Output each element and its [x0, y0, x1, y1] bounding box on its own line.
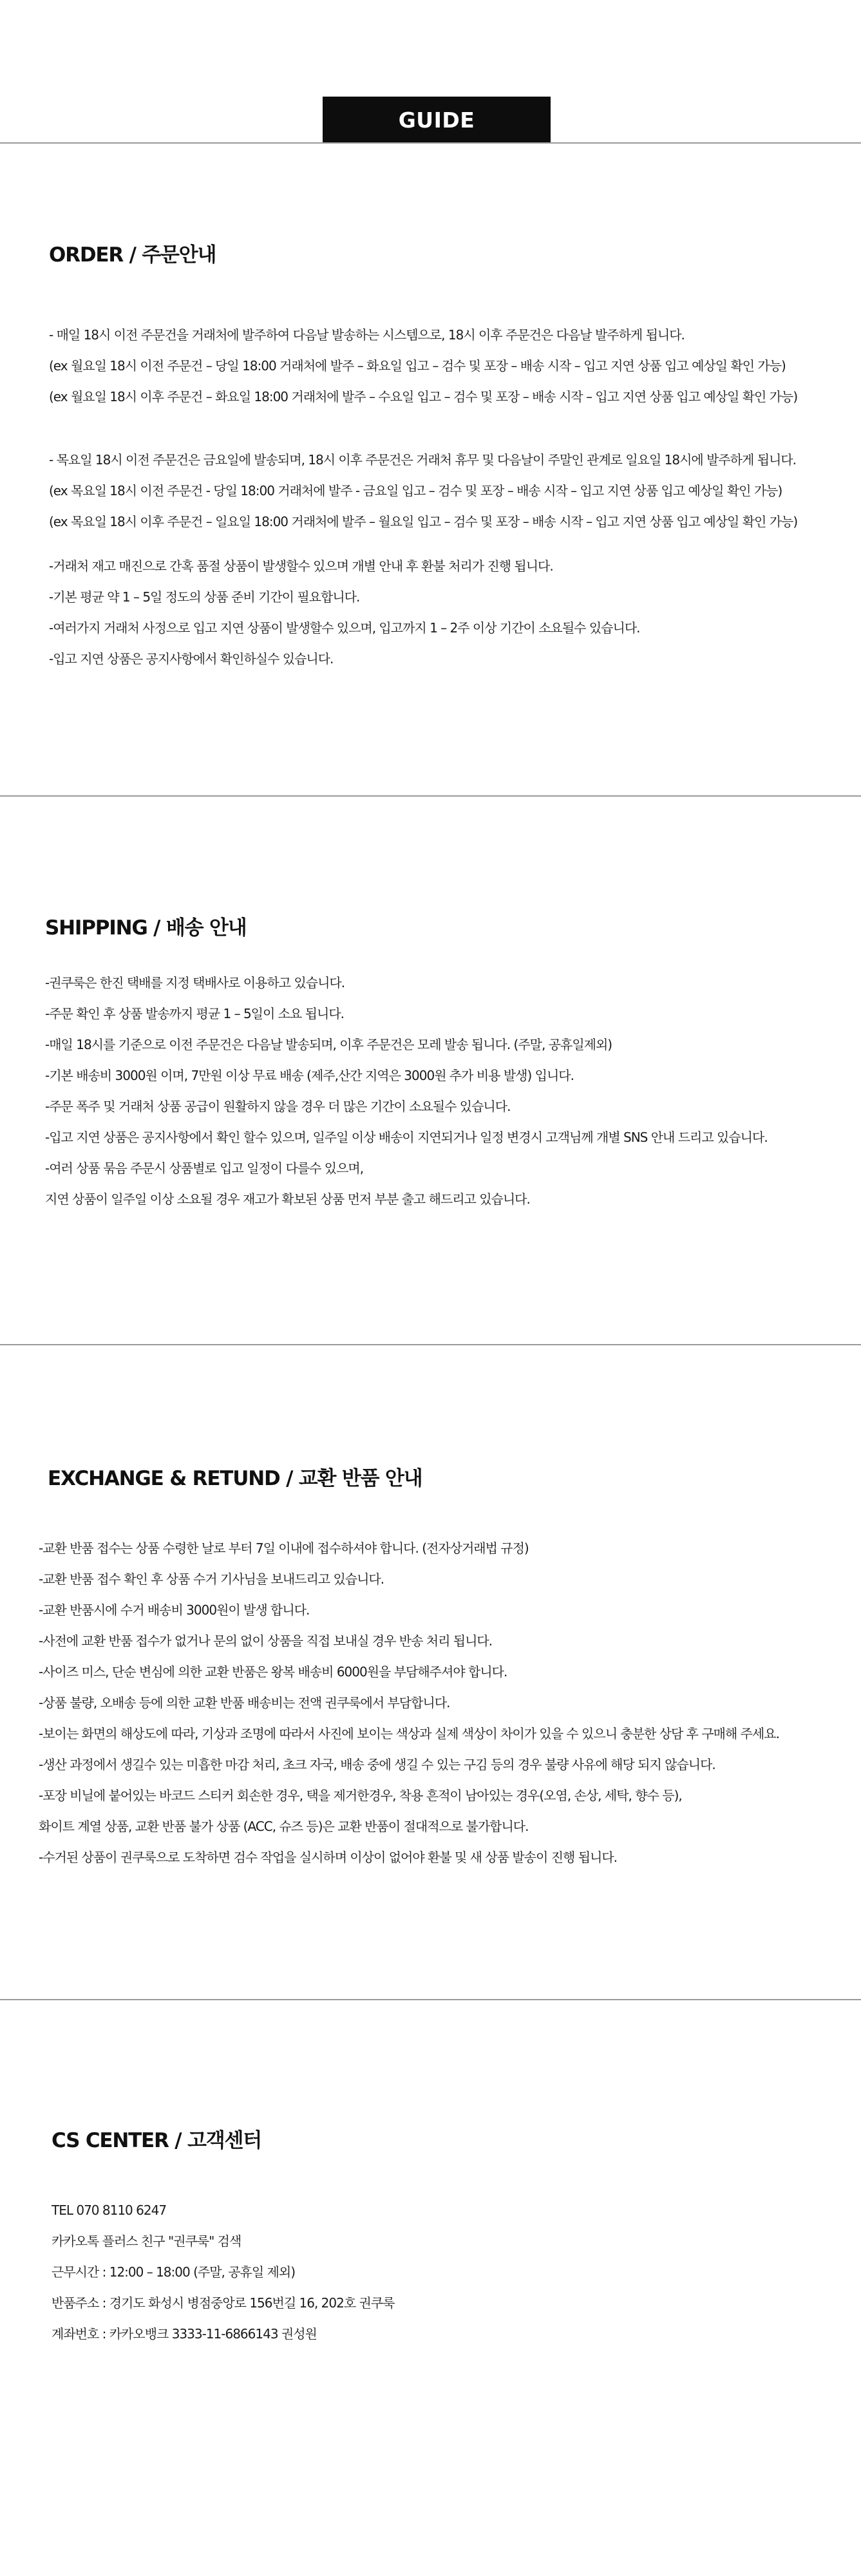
order-title: ORDER / 주문안내 [49, 243, 216, 267]
section-divider [0, 1999, 861, 2000]
section-divider [0, 795, 861, 797]
cs-hours: 근무시간 : 12:00 – 18:00 (주말, 공휴일 제외) [52, 2264, 295, 2280]
shipping-lines [45, 967, 768, 1215]
guide-label: GUIDE [398, 107, 475, 133]
exchange-line: -포장 비닐에 붙어있는 바코드 스티커 회손한 경우, 택을 제거한경우, 착용 흔적이 남아있는 경우(오염, 손상, 세탁, 향수 등), [39, 1788, 682, 1803]
shipping-line: -여러 상품 묶음 주문시 상품별로 입고 일정이 다를수 있으며, [45, 1160, 364, 1176]
order-line: -입고 지연 상품은 공지사항에서 확인하실수 있습니다. [49, 651, 334, 667]
exchange-line: -사이즈 미스, 단순 변심에 의한 교환 반품은 왕복 배송비 6000원을 부담해주셔야 합니다. [39, 1664, 507, 1680]
order-line: (ex 월요일 18시 이후 주문건 – 화요일 18:00 거래처에 발주 – 수요일 입고 – 검수 및 포장 – 배송 시작 – 입고 지연 상품 입고 예상일 확인 가능) [49, 389, 798, 404]
exchange-line: -교환 반품 접수 확인 후 상품 수거 기사님을 보내드리고 있습니다. [39, 1571, 384, 1587]
shipping-line: -주문 확인 후 상품 발송까지 평균 1 – 5일이 소요 됩니다. [45, 1006, 344, 1021]
cs-lines [52, 2195, 394, 2349]
cs-return-address: 반품주소 : 경기도 화성시 병점중앙로 156번길 16, 202호 권쿠룩 [52, 2295, 395, 2311]
exchange-line: 화이트 계열 상품, 교환 반품 불가 상품 (ACC, 슈즈 등)은 교환 반품이 절대적으로 불가합니다. [39, 1819, 529, 1834]
exchange-line: -사전에 교환 반품 접수가 없거나 문의 없이 상품을 직접 보내실 경우 반송 처리 됩니다. [39, 1633, 493, 1649]
exchange-title: EXCHANGE & RETUND / 교환 반품 안내 [48, 1467, 422, 1490]
order-line: -기본 평균 약 1 – 5일 정도의 상품 준비 기간이 필요합니다. [49, 589, 360, 605]
exchange-line: -생산 과정에서 생길수 있는 미흡한 마감 처리, 초크 자국, 배송 중에 생길 수 있는 구김 등의 경우 불량 사유에 해당 되지 않습니다. [39, 1757, 715, 1772]
order-line: -여러가지 거래처 사정으로 입고 지연 상품이 발생할수 있으며, 입고까지 1 – 2주 이상 기간이 소요될수 있습니다. [49, 620, 640, 636]
shipping-line: -매일 18시를 기준으로 이전 주문건은 다음날 발송되며, 이후 주문건은 모레 발송 됩니다. (주말, 공휴일제외) [45, 1037, 612, 1052]
exchange-line: -상품 불량, 오배송 등에 의한 교환 반품 배송비는 전액 권쿠룩에서 부담합니다. [39, 1695, 450, 1710]
shipping-line: -권쿠룩은 한진 택배를 지정 택배사로 이용하고 있습니다. [45, 975, 345, 990]
shipping-line: 지연 상품이 일주일 이상 소요될 경우 재고가 확보된 상품 먼저 부분 출고 해드리고 있습니다. [45, 1191, 530, 1207]
cs-kakao: 카카오톡 플러스 친구 "권쿠룩" 검색 [52, 2233, 241, 2249]
order-line: (ex 목요일 18시 이후 주문건 – 일요일 18:00 거래처에 발주 – 월요일 입고 – 검수 및 포장 – 배송 시작 – 입고 지연 상품 입고 예상일 확인 가능) [49, 514, 798, 529]
shipping-line: -주문 폭주 및 거래처 상품 공급이 원활하지 않을 경우 더 많은 기간이 소요될수 있습니다. [45, 1099, 511, 1114]
order-line: - 매일 18시 이전 주문건을 거래처에 발주하여 다음날 발송하는 시스템으로, 18시 이후 주문건은 다음날 발주하게 됩니다. [49, 327, 685, 343]
exchange-line: -교환 반품 접수는 상품 수령한 날로 부터 7일 이내에 접수하셔야 합니다. (전자상거래법 규정) [39, 1540, 529, 1556]
exchange-lines [39, 1533, 779, 1873]
cs-phone: TEL 070 8110 6247 [52, 2202, 167, 2218]
cs-title: CS CENTER / 고객센터 [52, 2129, 261, 2152]
order-group-1 [49, 319, 797, 412]
shipping-line: -기본 배송비 3000원 이며, 7만원 이상 무료 배송 (제주,산간 지역은 3000원 추가 비용 발생) 입니다. [45, 1068, 574, 1083]
order-group-3 [49, 551, 640, 674]
exchange-line: -수거된 상품이 권쿠룩으로 도착하면 검수 작업을 실시하며 이상이 없어야 환불 및 새 상품 발송이 진행 됩니다. [39, 1850, 618, 1865]
order-line: (ex 목요일 18시 이전 주문건 - 당일 18:00 거래처에 발주 - 금요일 입고 – 검수 및 포장 – 배송 시작 – 입고 지연 상품 입고 예상일 확인 가능) [49, 483, 782, 498]
section-divider [0, 1344, 861, 1345]
order-line: (ex 월요일 18시 이전 주문건 – 당일 18:00 거래처에 발주 – 화요일 입고 – 검수 및 포장 – 배송 시작 – 입고 지연 상품 입고 예상일 확인 가능) [49, 358, 786, 374]
order-line: - 목요일 18시 이전 주문건은 금요일에 발송되며, 18시 이후 주문건은 거래처 휴무 및 다음날이 주말인 관계로 일요일 18시에 발주하게 됩니다. [49, 452, 797, 468]
shipping-line: -입고 지연 상품은 공지사항에서 확인 할수 있으며, 일주일 이상 배송이 지연되거나 일정 변경시 고객님께 개별 SNS 안내 드리고 있습니다. [45, 1130, 768, 1145]
guide-badge [323, 97, 551, 143]
cs-bank-account: 계좌번호 : 카카오뱅크 3333-11-6866143 권성원 [52, 2326, 317, 2342]
order-line: -거래처 재고 매진으로 간혹 품절 상품이 발생할수 있으며 개별 안내 후 환불 처리가 진행 됩니다. [49, 558, 553, 574]
order-group-2 [49, 444, 797, 537]
shipping-title: SHIPPING / 배송 안내 [45, 916, 247, 940]
exchange-line: -보이는 화면의 해상도에 따라, 기상과 조명에 따라서 사진에 보이는 색상과 실제 색상이 차이가 있을 수 있으니 충분한 상담 후 구매해 주세요. [39, 1726, 779, 1741]
exchange-line: -교환 반품시에 수거 배송비 3000원이 발생 합니다. [39, 1602, 310, 1618]
top-divider [0, 142, 861, 144]
